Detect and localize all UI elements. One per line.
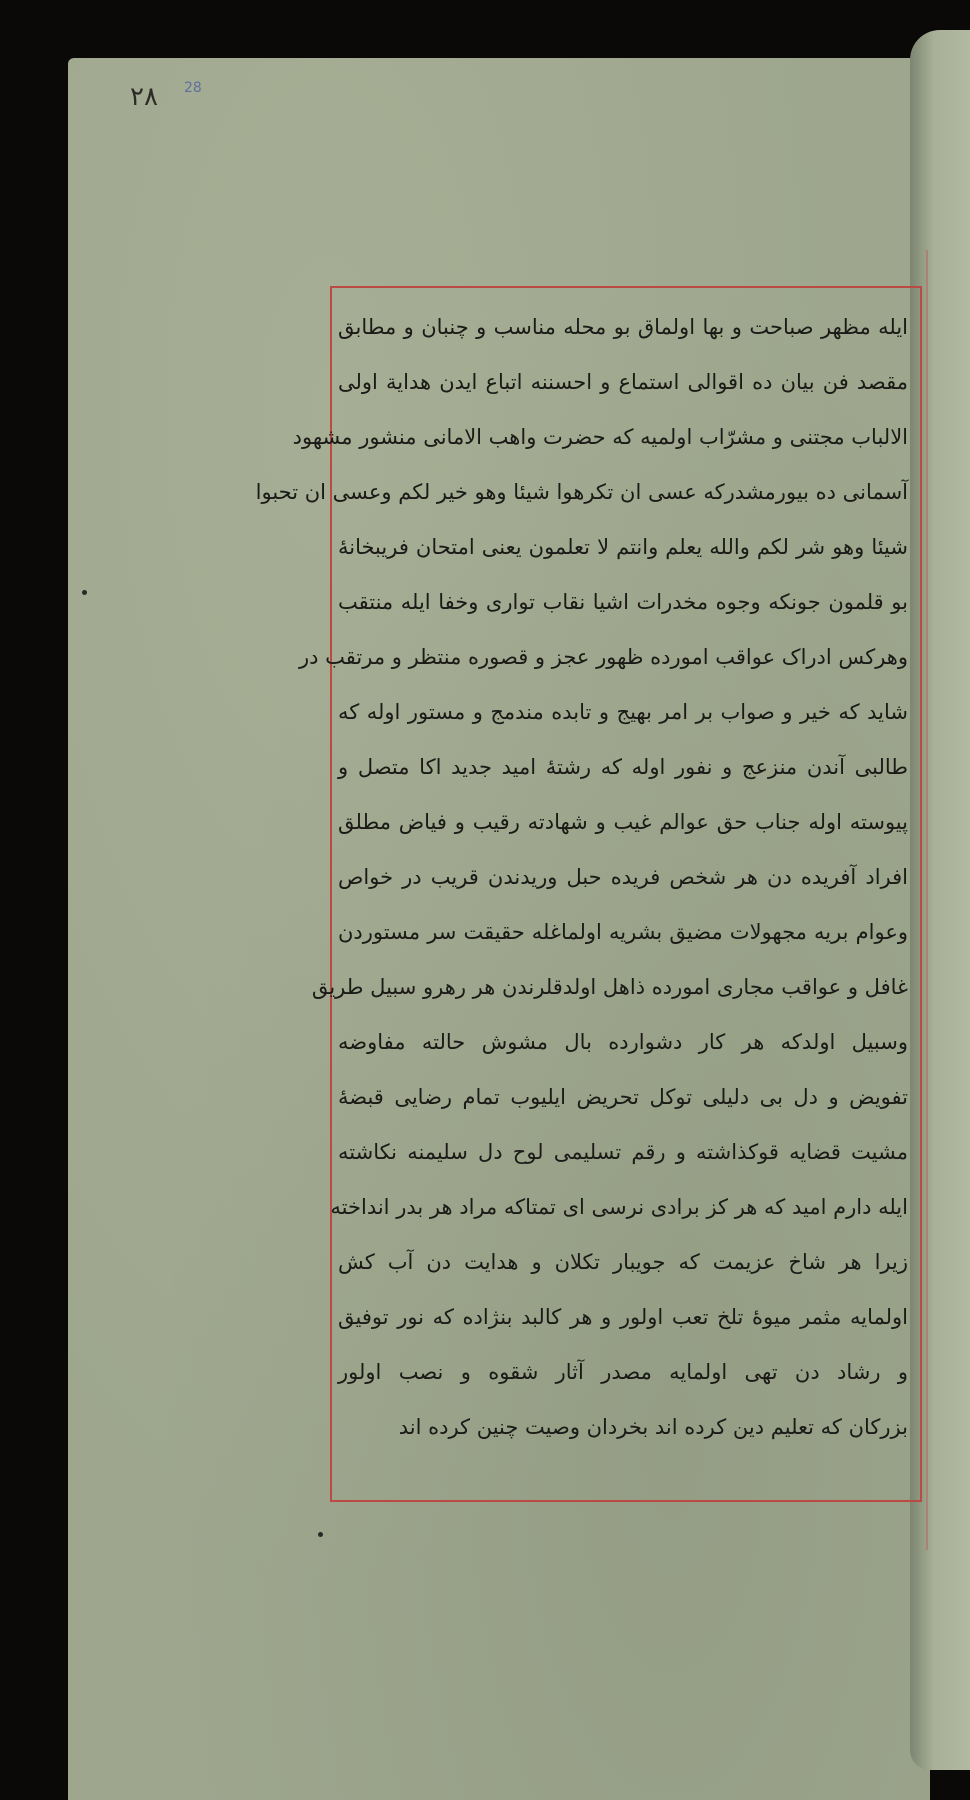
text-line: اولمایه مثمر میوهٔ تلخ تعب اولور و هر کالبد بنژاده که نور توفیق: [338, 1305, 908, 1329]
text-line: وسبیل اولدکه هر کار دشوارده بال مشوش حالته مفاوضه: [338, 1030, 908, 1054]
text-line: شیئا وهو شر لکم والله یعلم وانتم لا تعلمون یعنی امتحان فریبخانهٔ: [338, 535, 908, 559]
text-line: شاید که خیر و صواب بر امر بهیج و تابده مندمج و مستور اوله که: [338, 700, 908, 724]
text-line: بو قلمون جونکه وجوه مخدرات اشیا نقاب تواری وخفا ایله منتقب: [338, 590, 908, 614]
text-block: [255, 300, 908, 1455]
text-line: بزرکان که تعلیم دین کرده اند بخردان وصیت چنین کرده اند: [398, 1415, 908, 1439]
text-line: آسمانی ده بیورمشدرکه عسی ان تکرهوا شیئا وهو خیر لکم وعسی ان تحبوا: [255, 480, 908, 504]
text-line: غافل و عواقب مجاری امورده ذاهل اولدقلرندن هر رهرو سبیل طریق: [311, 975, 908, 999]
adjacent-page-frame-ghost: [926, 250, 968, 1550]
text-line: الالباب مجتنی و مشرّاب اولمیه که حضرت واهب الامانی منشور مشهود: [292, 425, 908, 449]
text-line: وهرکس ادراک عواقب امورده ظهور عجز و قصوره منتظر و مرتقب در: [299, 645, 908, 669]
ink-speck: [82, 590, 87, 595]
text-line: پیوسته اوله جناب حق عوالم غیب و شهادته رقیب و فیاض مطلق: [338, 810, 908, 834]
text-line: وعوام بریه مجهولات مضیق بشریه اولماغله حقیقت سر مستوردن: [338, 920, 908, 944]
text-line: مشیت قضایه قوکذاشته و رقم تسلیمی لوح دل سلیمنه نکاشته: [338, 1140, 908, 1164]
text-line: ایله دارم امید که هر کز برادی نرسی ای تمتاکه مراد هر بدر انداخته: [330, 1195, 908, 1219]
text-line: تفویض و دل بی دلیلی توکل تحریض ایلیوب تمام رضایی قبضهٔ: [338, 1085, 908, 1109]
text-line: و رشاد دن تهی اولمایه مصدر آثار شقوه و نصب اولور: [338, 1360, 908, 1384]
ink-speck: [318, 1532, 323, 1537]
text-line: افراد آفریده دن هر شخص فریده حبل وریدندن قریب در خواص: [338, 865, 908, 889]
text-line: مقصد فن بیان ده اقوالی استماع و احسننه اتباع ایدن هدایة اولی: [338, 370, 908, 394]
text-line: ایله مظهر صباحت و بها اولماق بو محله مناسب و چنبان و مطابق: [338, 315, 908, 339]
text-line: زیرا هر شاخ عزیمت که جویبار تکلان و هدایت دن آب کش: [338, 1250, 908, 1274]
text-line: طالبی آندن منزعج و نفور اوله که رشتهٔ امید جدید اکا متصل و: [338, 755, 908, 779]
folio-annotation: 28: [184, 80, 202, 96]
folio-number: ۲۸: [130, 82, 158, 112]
